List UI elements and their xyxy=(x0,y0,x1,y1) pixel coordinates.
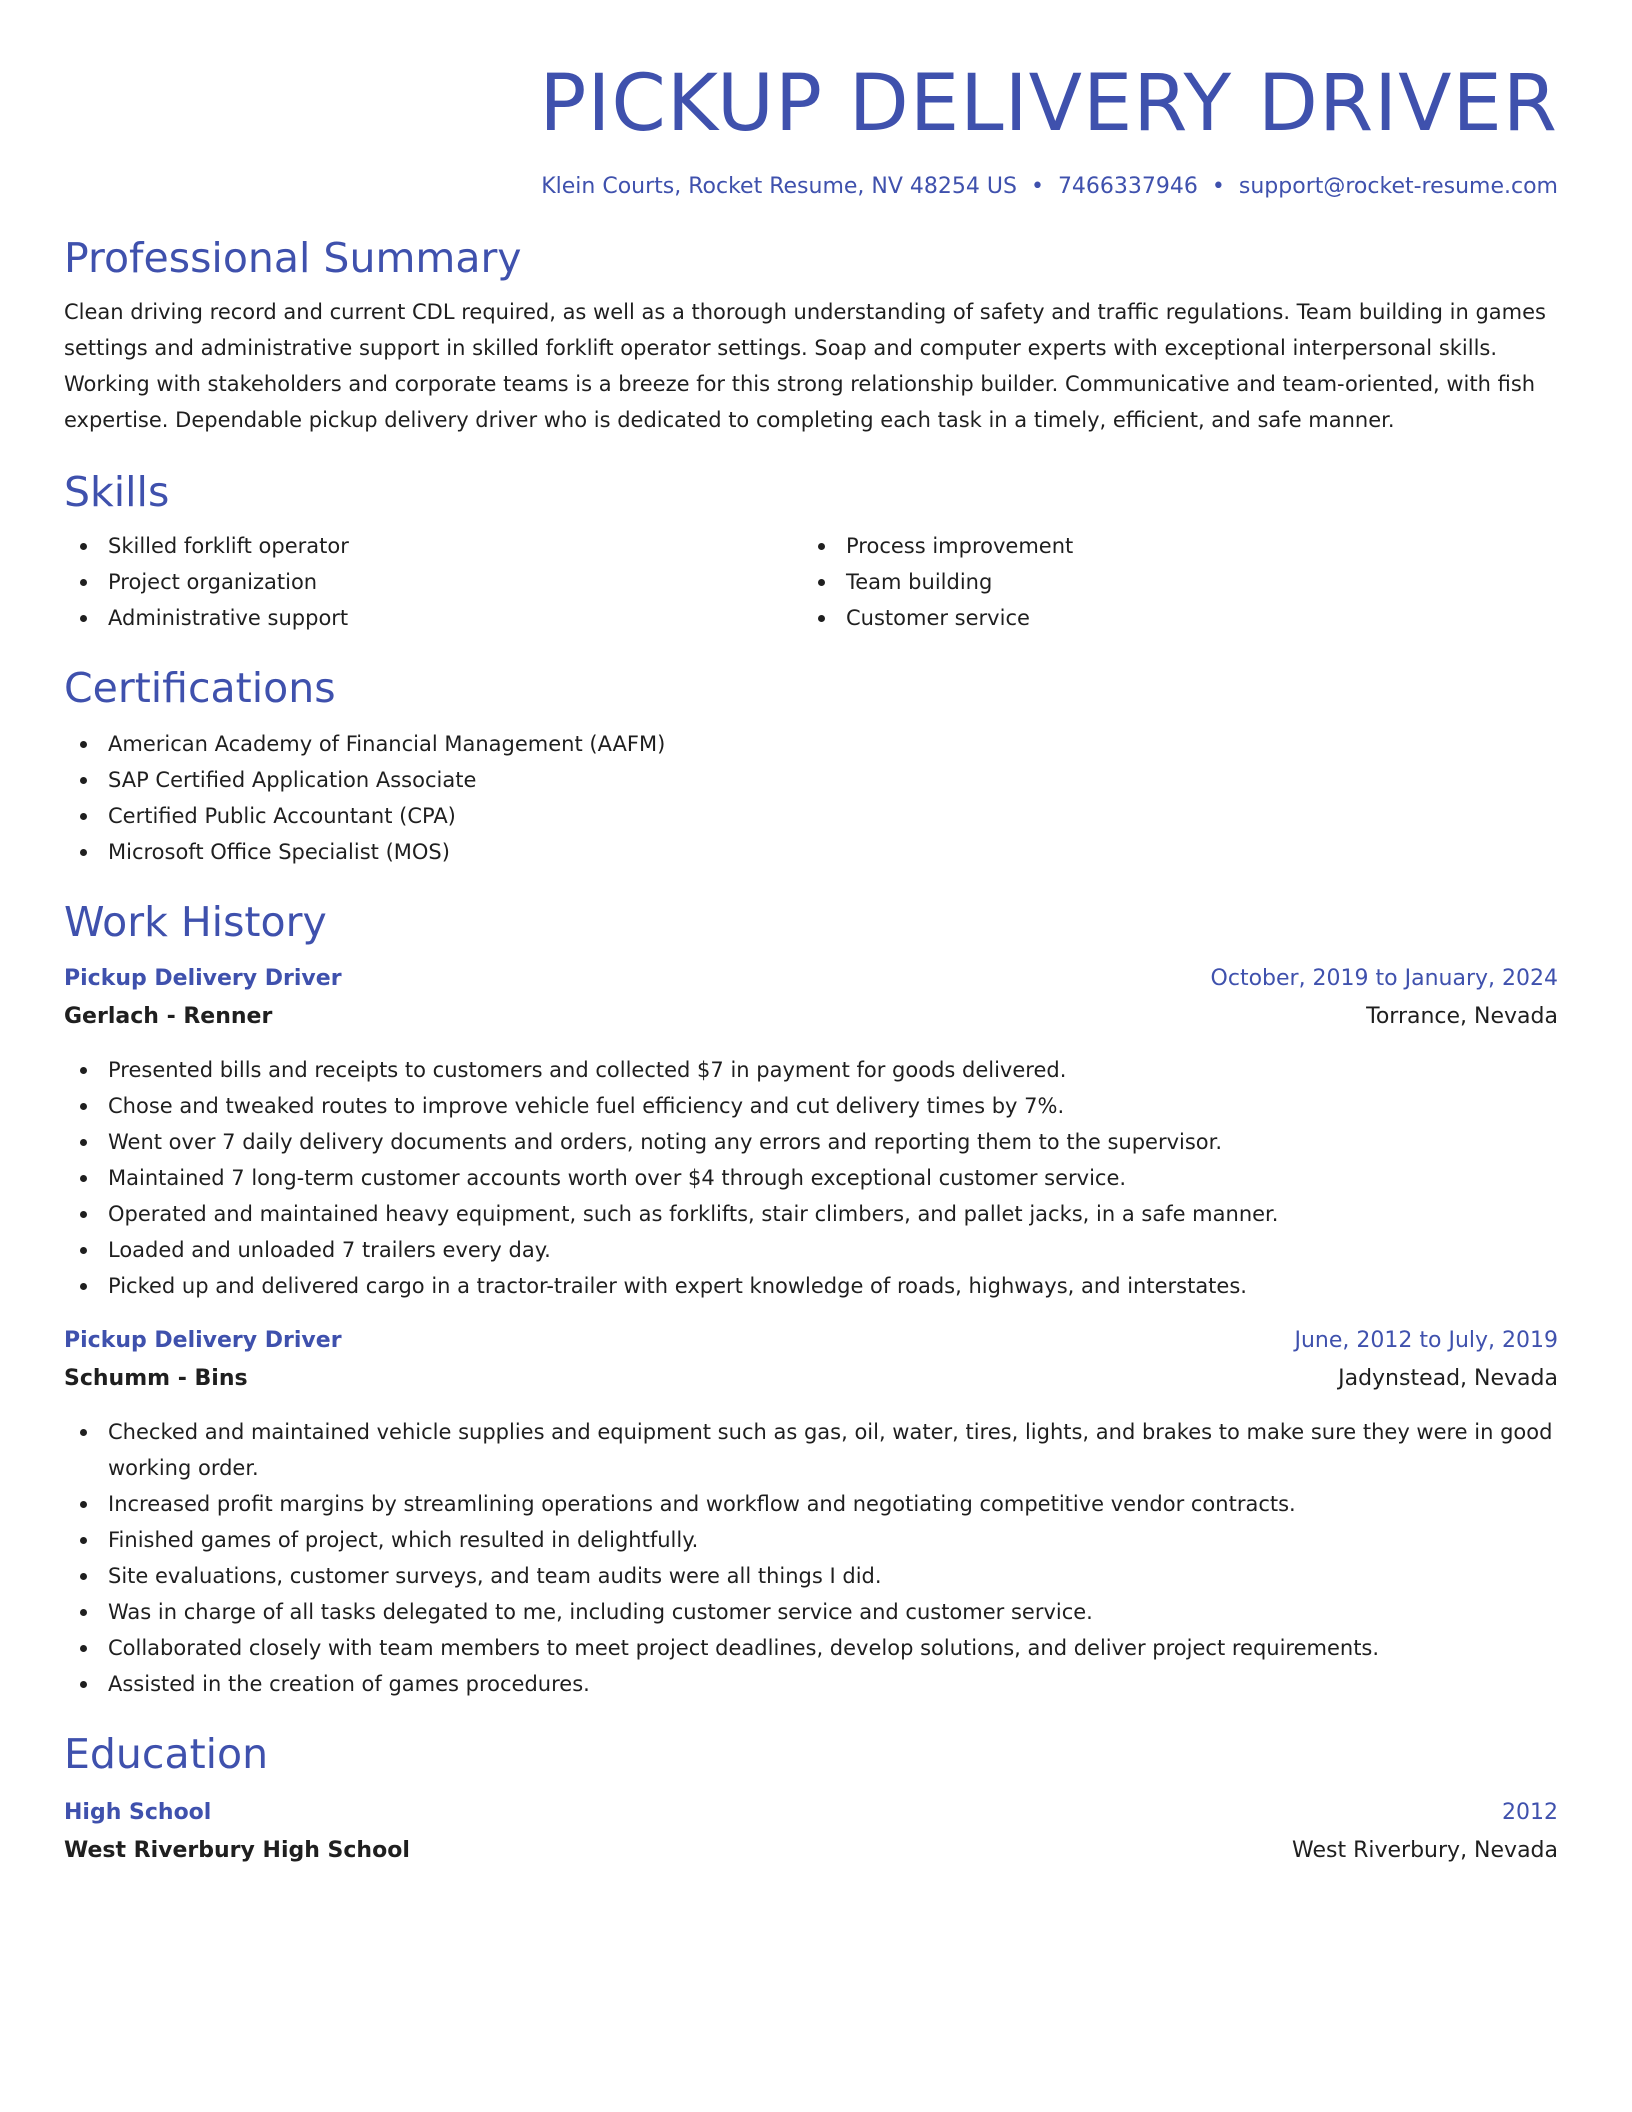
skill-item: Customer service xyxy=(802,600,1540,636)
job-dates: June, 2012 to July, 2019 xyxy=(1294,1328,1558,1353)
job-bullet: Went over 7 daily delivery documents and orders, noting any errors and reporting them to the supervisor. xyxy=(64,1124,1558,1160)
education-year: 2012 xyxy=(1502,1800,1558,1825)
job-title: Pickup Delivery Driver xyxy=(64,1328,342,1353)
skill-item: Administrative support xyxy=(64,600,802,636)
certifications-heading: Certifications xyxy=(64,664,336,712)
skill-item: Team building xyxy=(802,564,1540,600)
job-bullet: Chose and tweaked routes to improve vehicle fuel efficiency and cut delivery times by 7%. xyxy=(64,1088,1558,1124)
education-location: West Riverbury, Nevada xyxy=(1292,1838,1558,1863)
contact-line xyxy=(64,172,1558,202)
certifications-list xyxy=(64,726,1558,870)
job-header xyxy=(64,1322,1558,1360)
job-company: Schumm - Bins xyxy=(64,1366,248,1391)
job-bullet: Site evaluations, customer surveys, and team audits were all things I did. xyxy=(64,1558,1558,1594)
job-bullet: Loaded and unloaded 7 trailers every day. xyxy=(64,1232,1558,1268)
skill-item: Process improvement xyxy=(802,528,1540,564)
job-bullet: Collaborated closely with team members to meet project deadlines, develop solutions, and deliver project requirements. xyxy=(64,1630,1558,1666)
job-company: Gerlach - Renner xyxy=(64,1004,273,1029)
job-location: Torrance, Nevada xyxy=(1366,1004,1558,1029)
certification-item: Microsoft Office Specialist (MOS) xyxy=(64,834,1558,870)
certification-item: American Academy of Financial Management (AAFM) xyxy=(64,726,1558,762)
resume-name: PICKUP DELIVERY DRIVER xyxy=(539,59,1558,149)
job-bullet: Assisted in the creation of games procedures. xyxy=(64,1666,1558,1702)
job-title: Pickup Delivery Driver xyxy=(64,966,342,991)
job-bullet: Operated and maintained heavy equipment, such as forklifts, stair climbers, and pallet jacks, in a safe manner. xyxy=(64,1196,1558,1232)
contact-separator: • xyxy=(1211,174,1225,199)
job-bullets xyxy=(64,1052,1558,1304)
job-entry xyxy=(64,960,1558,1304)
education-entry xyxy=(64,1794,1558,1870)
job-bullet: Maintained 7 long-term customer accounts worth over $4 through exceptional customer service. xyxy=(64,1160,1558,1196)
job-bullet: Picked up and delivered cargo in a tractor-trailer with expert knowledge of roads, highways, and interstates. xyxy=(64,1268,1558,1304)
skill-item: Skilled forklift operator xyxy=(64,528,802,564)
resume-page xyxy=(64,0,1558,1870)
education-degree: High School xyxy=(64,1800,212,1825)
job-subheader xyxy=(64,1360,1558,1398)
skills-heading: Skills xyxy=(64,468,170,516)
education-heading: Education xyxy=(64,1730,269,1778)
education-school: West Riverbury High School xyxy=(64,1838,410,1863)
job-bullet: Presented bills and receipts to customers and collected $7 in payment for goods delivered. xyxy=(64,1052,1558,1088)
job-subheader xyxy=(64,998,1558,1036)
job-bullet: Finished games of project, which resulted in delightfully. xyxy=(64,1522,1558,1558)
certification-item: SAP Certified Application Associate xyxy=(64,762,1558,798)
job-bullets xyxy=(64,1414,1558,1702)
job-bullet: Checked and maintained vehicle supplies and equipment such as gas, oil, water, tires, lights, and brakes to make sure they were in good working order. xyxy=(64,1414,1558,1486)
skills-column-right xyxy=(802,528,1540,636)
education-subheader xyxy=(64,1832,1558,1870)
contact-address: Klein Courts, Rocket Resume, NV 48254 US xyxy=(541,174,1017,199)
job-entry xyxy=(64,1322,1558,1702)
skill-item: Project organization xyxy=(64,564,802,600)
job-bullet: Was in charge of all tasks delegated to me, including customer service and customer service. xyxy=(64,1594,1558,1630)
skills-list xyxy=(64,528,1558,636)
contact-email[interactable]: support@rocket-resume.com xyxy=(1238,174,1558,199)
job-dates: October, 2019 to January, 2024 xyxy=(1210,966,1558,991)
summary-text: Clean driving record and current CDL required, as well as a thorough understanding of safety and traffic regulations. Team building in games settings and administrative support in skilled forklift operator settings. Soap and computer experts with exceptional interpersonal skills. Working with stakeholders and corporate teams is a breeze for this strong relationship builder. Communicative and team-oriented, with fish expertise. Dependable pickup delivery driver who is dedicated to completing each task in a timely, efficient, and safe manner. xyxy=(64,300,1546,432)
education-header xyxy=(64,1794,1558,1832)
skills-column-left xyxy=(64,528,802,636)
job-location: Jadynstead, Nevada xyxy=(1338,1366,1558,1391)
summary-heading: Professional Summary xyxy=(64,234,522,282)
contact-phone: 7466337946 xyxy=(1057,174,1198,199)
certification-item: Certified Public Accountant (CPA) xyxy=(64,798,1558,834)
job-header xyxy=(64,960,1558,998)
job-bullet: Increased profit margins by streamlining operations and workflow and negotiating competitive vendor contracts. xyxy=(64,1486,1558,1522)
work-history-heading: Work History xyxy=(64,898,327,946)
contact-separator: • xyxy=(1030,174,1044,199)
